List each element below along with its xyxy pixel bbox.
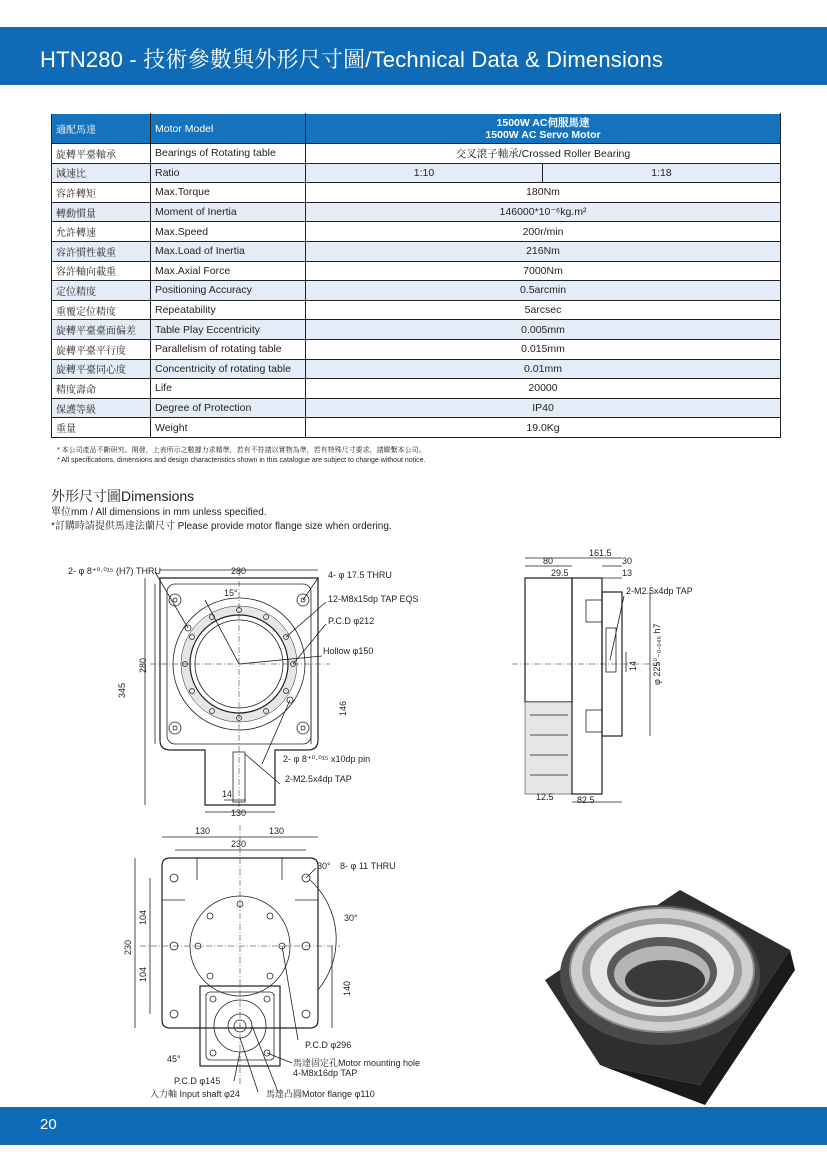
spec-zh: 旋轉平臺平行度 [52,339,151,359]
dim-top-pin: 2- φ 8⁺⁰·⁰¹⁵ (H7) THRU [68,566,162,576]
spec-en: Max.Axial Force [151,261,306,281]
spec-zh: 容許慣性載重 [52,241,151,261]
spec-table [51,113,781,438]
dim-side-phi-225: φ 225⁰₋₀.₀₄₆ h7 [652,623,662,685]
spec-row [52,320,781,340]
dim-input-shaft: 入力軸 Input shaft φ24 [150,1089,240,1099]
spec-en: Moment of Inertia [151,202,306,222]
spec-en: Repeatability [151,300,306,320]
spec-en: Max.Load of Inertia [151,241,306,261]
dim-tap-m8: 4-M8x16dp TAP [293,1068,358,1078]
spec-row [52,379,781,399]
spec-en: Weight [151,418,306,438]
order-note: *訂購時請提供馬達法蘭尺寸 Please provide motor flange size when ordering. [51,521,392,532]
spec-zh: 允許轉速 [52,222,151,242]
spec-zh: 重量 [52,418,151,438]
dim-tap-m2-5-b: 2-M2.5x4dp TAP [626,586,693,596]
spec-value: 交叉滾子軸承/Crossed Roller Bearing [306,144,781,164]
spec-value: 19.0Kg [306,418,781,438]
page-title: HTN280 - 技術參數與外形尺寸圖/Technical Data & Dimensions [40,47,664,72]
dim-right-140: 140 [342,980,352,996]
spec-en: Max.Speed [151,222,306,242]
dim-left-345: 345 [117,682,127,698]
spec-en: Bearings of Rotating table [151,144,306,164]
spec-value: 7000Nm [306,261,781,281]
note-en: * All specifications, dimensions and design characteristics shown in this catalogue are subject to change without notice. [57,457,426,464]
spec-value: 200r/min [306,222,781,242]
dim-motor-hole: 馬達固定孔Motor mounting hole [293,1058,421,1068]
spec-zh: 減速比 [52,163,151,183]
dim-side-161-5: 161.5 [589,548,612,558]
dim-angle-30-a: 30° [317,861,331,871]
dim-pin-10dp: 2- φ 8⁺⁰·⁰¹⁵ x10dp pin [283,754,371,764]
dim-pcd-296: P.C.D φ296 [305,1040,352,1050]
dim-angle-30-b: 30° [344,913,358,923]
dimensions-notes [51,506,392,534]
spec-row [52,163,781,183]
spec-row [52,144,781,164]
dim-side-12-5: 12.5 [536,792,554,802]
spec-en: Table Play Eccentricity [151,320,306,340]
spec-value: 0.005mm [306,320,781,340]
spec-zh: 保護等級 [52,398,151,418]
dim-bot-130-a: 130 [195,826,211,836]
dim-right-146: 146 [338,700,348,716]
spec-zh: 轉動慣量 [52,202,151,222]
dim-pcd-145: P.C.D φ145 [174,1076,221,1086]
spec-row [52,398,781,418]
spec-zh: 容許軸向載重 [52,261,151,281]
footer-band [0,1107,827,1145]
spec-row [52,222,781,242]
spec-en: Degree of Protection [151,398,306,418]
dimensions-heading: 外形尺寸圖Dimensions [51,488,195,504]
page-number: 20 [40,1116,57,1133]
header-value-line1: 1500W AC伺服馬達 [496,116,590,129]
dim-side-80: 80 [543,556,554,566]
dim-bot-230: 230 [231,839,247,849]
dim-left-280: 280 [138,657,148,673]
dim-tap-m2-5-a: 2-M2.5x4dp TAP [285,774,352,784]
spec-row [52,261,781,281]
spec-value: IP40 [306,398,781,418]
dim-left-104-a: 104 [138,909,148,925]
header-value-line2: 1500W AC Servo Motor [485,128,601,141]
spec-value: 180Nm [306,183,781,203]
spec-value: 0.01mm [306,359,781,379]
spec-value: 216Nm [306,241,781,261]
spec-row [52,241,781,261]
spec-en: Parallelism of rotating table [151,339,306,359]
spec-en: Life [151,379,306,399]
dim-top-280: 280 [231,566,247,576]
dim-130-a: 130 [231,808,247,818]
spec-value: 5arcsec [306,300,781,320]
spec-row [52,300,781,320]
note-zh: * 本公司產品不斷研究、開發，上表所示之數據力求精準，若有不符請以實物為準，若有特殊尺寸要求，請聯繫本公司。 [57,447,426,454]
spec-zh: 旋轉平臺同心度 [52,359,151,379]
dim-tap-12: 12-M8x15dp TAP EQS [328,594,419,604]
spec-value: 0.015mm [306,339,781,359]
spec-en: Ratio [151,163,306,183]
notes [57,446,426,466]
spec-row [52,359,781,379]
spec-row [52,339,781,359]
dim-thru-11: 8- φ 11 THRU [340,861,396,871]
spec-header-row [52,114,781,144]
spec-zh: 旋轉平臺軸承 [52,144,151,164]
dim-14-b: 14 [628,660,638,671]
product-photo [545,890,795,1105]
spec-zh: 重覆定位精度 [52,300,151,320]
dim-angle-15: 15° [224,588,238,598]
spec-value-ratio-a: 1:10 [306,163,543,183]
spec-value: 0.5arcmin [306,281,781,301]
spec-value: 146000*10⁻⁶kg.m² [306,202,781,222]
dim-side-29-5: 29.5 [551,568,569,578]
spec-value: 20000 [306,379,781,399]
dim-side-13: 13 [622,568,633,578]
dim-left-230: 230 [123,939,133,955]
spec-zh: 容許轉矩 [52,183,151,203]
dim-side-30: 30 [622,556,633,566]
dim-left-104-b: 104 [138,966,148,982]
header-value [306,114,781,144]
spec-en: Concentricity of rotating table [151,359,306,379]
top-view-drawing [68,566,419,818]
dim-pcd-212: P.C.D φ212 [328,616,375,626]
spec-zh: 精度壽命 [52,379,151,399]
spec-row [52,418,781,438]
dimension-drawings [0,540,827,1105]
dim-14-a: 14 [222,789,233,799]
spec-value-ratio-b: 1:18 [543,163,781,183]
side-view-drawing [512,548,693,805]
dim-side-82-5: 82.5 [577,795,595,805]
bottom-view-drawing [123,825,420,1099]
spec-row [52,202,781,222]
spec-en: Max.Torque [151,183,306,203]
spec-row [52,183,781,203]
header-zh: 適配馬達 [52,114,151,144]
spec-zh: 定位精度 [52,281,151,301]
dim-angle-45: 45° [167,1054,181,1064]
dim-hollow: Hollow φ150 [323,646,374,656]
dim-bot-130-b: 130 [269,826,285,836]
spec-row [52,281,781,301]
dim-motor-flange: 馬達凸圓Motor flange φ110 [266,1089,375,1099]
unit-note: 單位mm / All dimensions in mm unless specified. [51,507,267,518]
spec-en: Positioning Accuracy [151,281,306,301]
spec-zh: 旋轉平臺臺面偏差 [52,320,151,340]
dim-thru-17-5: 4- φ 17.5 THRU [328,570,392,580]
header-en: Motor Model [151,114,306,144]
